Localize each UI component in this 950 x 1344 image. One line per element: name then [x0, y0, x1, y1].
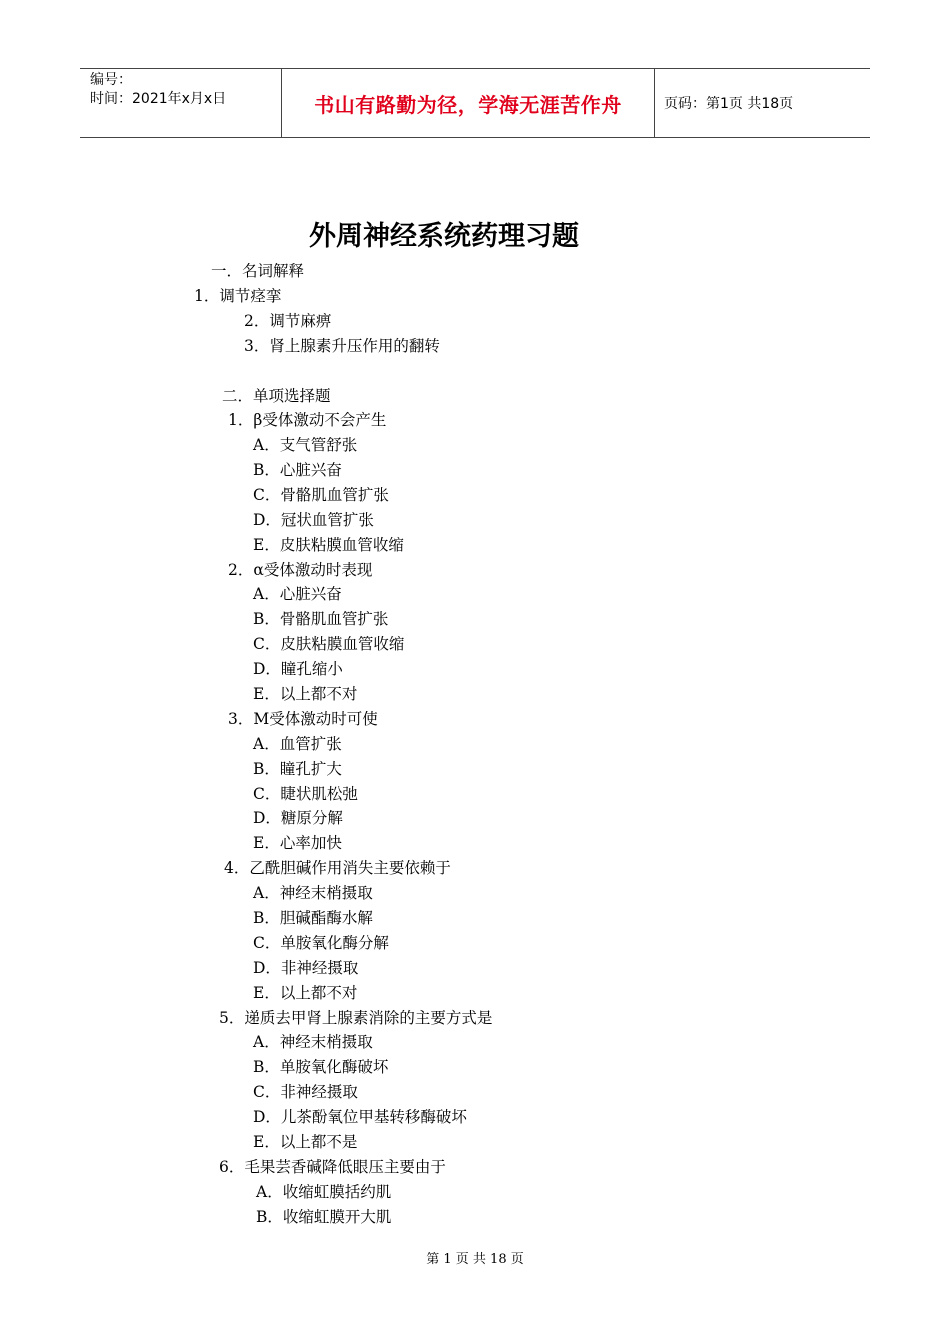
header-number-label: 编号：	[90, 72, 132, 88]
option-text: A．收缩虹膜括约肌	[256, 1183, 392, 1201]
option-text: A．神经末梢摄取	[253, 884, 373, 902]
option-text: C．骨骼肌血管扩张	[253, 486, 389, 504]
option-text: C．单胺氧化酶分解	[253, 934, 389, 952]
header-page-info: 页码：第1页 共18页	[664, 96, 794, 112]
page-footer: 第 1 页 共 18 页	[426, 1252, 524, 1267]
header-motto: 书山有路勤为径，学海无涯苦作舟	[314, 92, 622, 117]
question-text: 5．递质去甲肾上腺素消除的主要方式是	[219, 1009, 493, 1027]
question-text: 2．α受体激动时表现	[228, 561, 373, 579]
header-time-label: 时间：2021年x月x日	[90, 91, 227, 107]
option-text: E．以上都不是	[253, 1133, 358, 1151]
header-table	[80, 68, 870, 138]
option-text: A．支气管舒张	[253, 436, 358, 454]
option-text: B．瞳孔扩大	[253, 760, 342, 778]
option-text: B．心脏兴奋	[253, 461, 342, 479]
option-text: A．血管扩张	[253, 735, 342, 753]
question-text: 6．毛果芸香碱降低眼压主要由于	[219, 1158, 446, 1176]
term-item: 3．肾上腺素升压作用的翻转	[244, 337, 440, 355]
option-text: E．以上都不对	[253, 685, 358, 703]
question-text: 4．乙酰胆碱作用消失主要依赖于	[224, 859, 451, 877]
option-text: D．冠状血管扩张	[253, 511, 374, 529]
option-text: B．单胺氧化酶破坏	[253, 1058, 389, 1076]
option-text: C．睫状肌松弛	[253, 785, 358, 803]
question-text: 1．β受体激动不会产生	[228, 411, 387, 429]
question-text: 3．M受体激动时可使	[228, 710, 378, 728]
option-text: D．儿茶酚氧位甲基转移酶破坏	[253, 1108, 467, 1126]
option-text: D．糖原分解	[253, 809, 343, 827]
option-text: B．胆碱酯酶水解	[253, 909, 373, 927]
option-text: E．以上都不对	[253, 984, 358, 1002]
document-title: 外周神经系统药理习题	[309, 221, 579, 252]
term-item: 1．调节痉挛	[194, 287, 282, 305]
option-text: E．皮肤粘膜血管收缩	[253, 536, 404, 554]
option-text: B．骨骼肌血管扩张	[253, 610, 389, 628]
option-text: C．非神经摄取	[253, 1083, 358, 1101]
option-text: A．神经末梢摄取	[253, 1033, 373, 1051]
option-text: E．心率加快	[253, 834, 342, 852]
term-item: 2．调节麻痹	[244, 312, 332, 330]
option-text: A．心脏兴奋	[253, 585, 342, 603]
option-text: B．收缩虹膜开大肌	[256, 1208, 392, 1226]
option-text: D．非神经摄取	[253, 959, 359, 977]
section-heading: 二．单项选择题	[222, 387, 331, 405]
option-text: C．皮肤粘膜血管收缩	[253, 635, 405, 653]
header-meta-cell	[80, 69, 280, 137]
header-divider	[654, 69, 655, 137]
option-text: D．瞳孔缩小	[253, 660, 343, 678]
section-heading: 一．名词解释	[211, 262, 305, 280]
